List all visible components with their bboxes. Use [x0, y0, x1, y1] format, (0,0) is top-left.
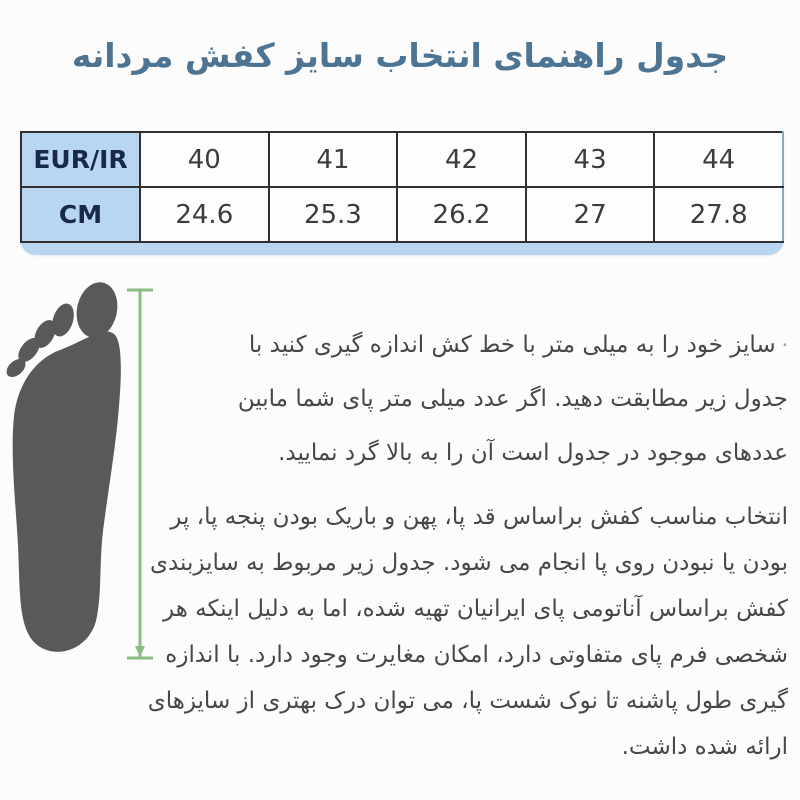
page-title: جدول راهنمای انتخاب سایز کفش مردانه: [71, 36, 729, 75]
row-header-cm: CM: [21, 187, 140, 242]
instruction-line-1-text: سایز خود را به میلی متر با خط کش اندازه گیری کنید با: [248, 332, 776, 358]
size-cell-eur-4: 43: [526, 132, 655, 187]
sizing-notes-paragraph: [148, 494, 788, 770]
size-cell-cm-2: 25.3: [269, 187, 398, 242]
size-cell-cm-4: 27: [526, 187, 655, 242]
row-header-eur-ir: EUR/IR: [21, 132, 140, 187]
size-cell-eur-1: 40: [140, 132, 269, 187]
bullet-dot: ·: [781, 333, 788, 357]
measure-instructions-paragraph: [238, 318, 788, 480]
size-cell-eur-2: 41: [269, 132, 398, 187]
table-row-eur: [21, 132, 783, 187]
size-cell-cm-3: 26.2: [397, 187, 526, 242]
note-line-4: شخصی فرم پای متفاوتی دارد، امکان مغایرت وجود دارد. با اندازه: [165, 642, 788, 668]
size-cell-cm-1: 24.6: [140, 187, 269, 242]
size-cell-cm-5: 27.8: [654, 187, 783, 242]
size-cell-eur-3: 42: [397, 132, 526, 187]
note-line-5: گیری طول پاشنه تا نوک شست پا، می توان درک بهتری از سایزهای: [147, 688, 788, 714]
instruction-line-2: جدول زیر مطابقت دهید. اگر عدد میلی متر پای شما مابین: [237, 386, 788, 412]
note-line-3: کفش براساس آناتومی پای ایرانیان تهیه شده، اما به دلیل اینکه هر: [163, 596, 788, 622]
size-table-container: [20, 131, 784, 255]
note-line-1: انتخاب مناسب کفش براساس قد پا، پهن و باریک بودن پنجه پا، پر: [170, 504, 788, 530]
foot-figure-svg: [0, 276, 170, 676]
instruction-line-3: عددهای موجود در جدول است آن را به بالا گرد نمایید.: [278, 440, 788, 466]
foot-silhouette-icon: [3, 278, 122, 651]
size-table: [20, 131, 784, 243]
note-line-2: بودن یا نبودن روی پا انجام می شود. جدول زیر مربوط به سایزبندی: [149, 550, 788, 576]
table-row-cm: [21, 187, 783, 242]
size-cell-eur-5: 44: [654, 132, 783, 187]
note-line-6: ارائه شده داشت.: [621, 734, 788, 760]
instruction-line-1: [238, 318, 788, 372]
foot-measurement-figure: [0, 276, 170, 676]
